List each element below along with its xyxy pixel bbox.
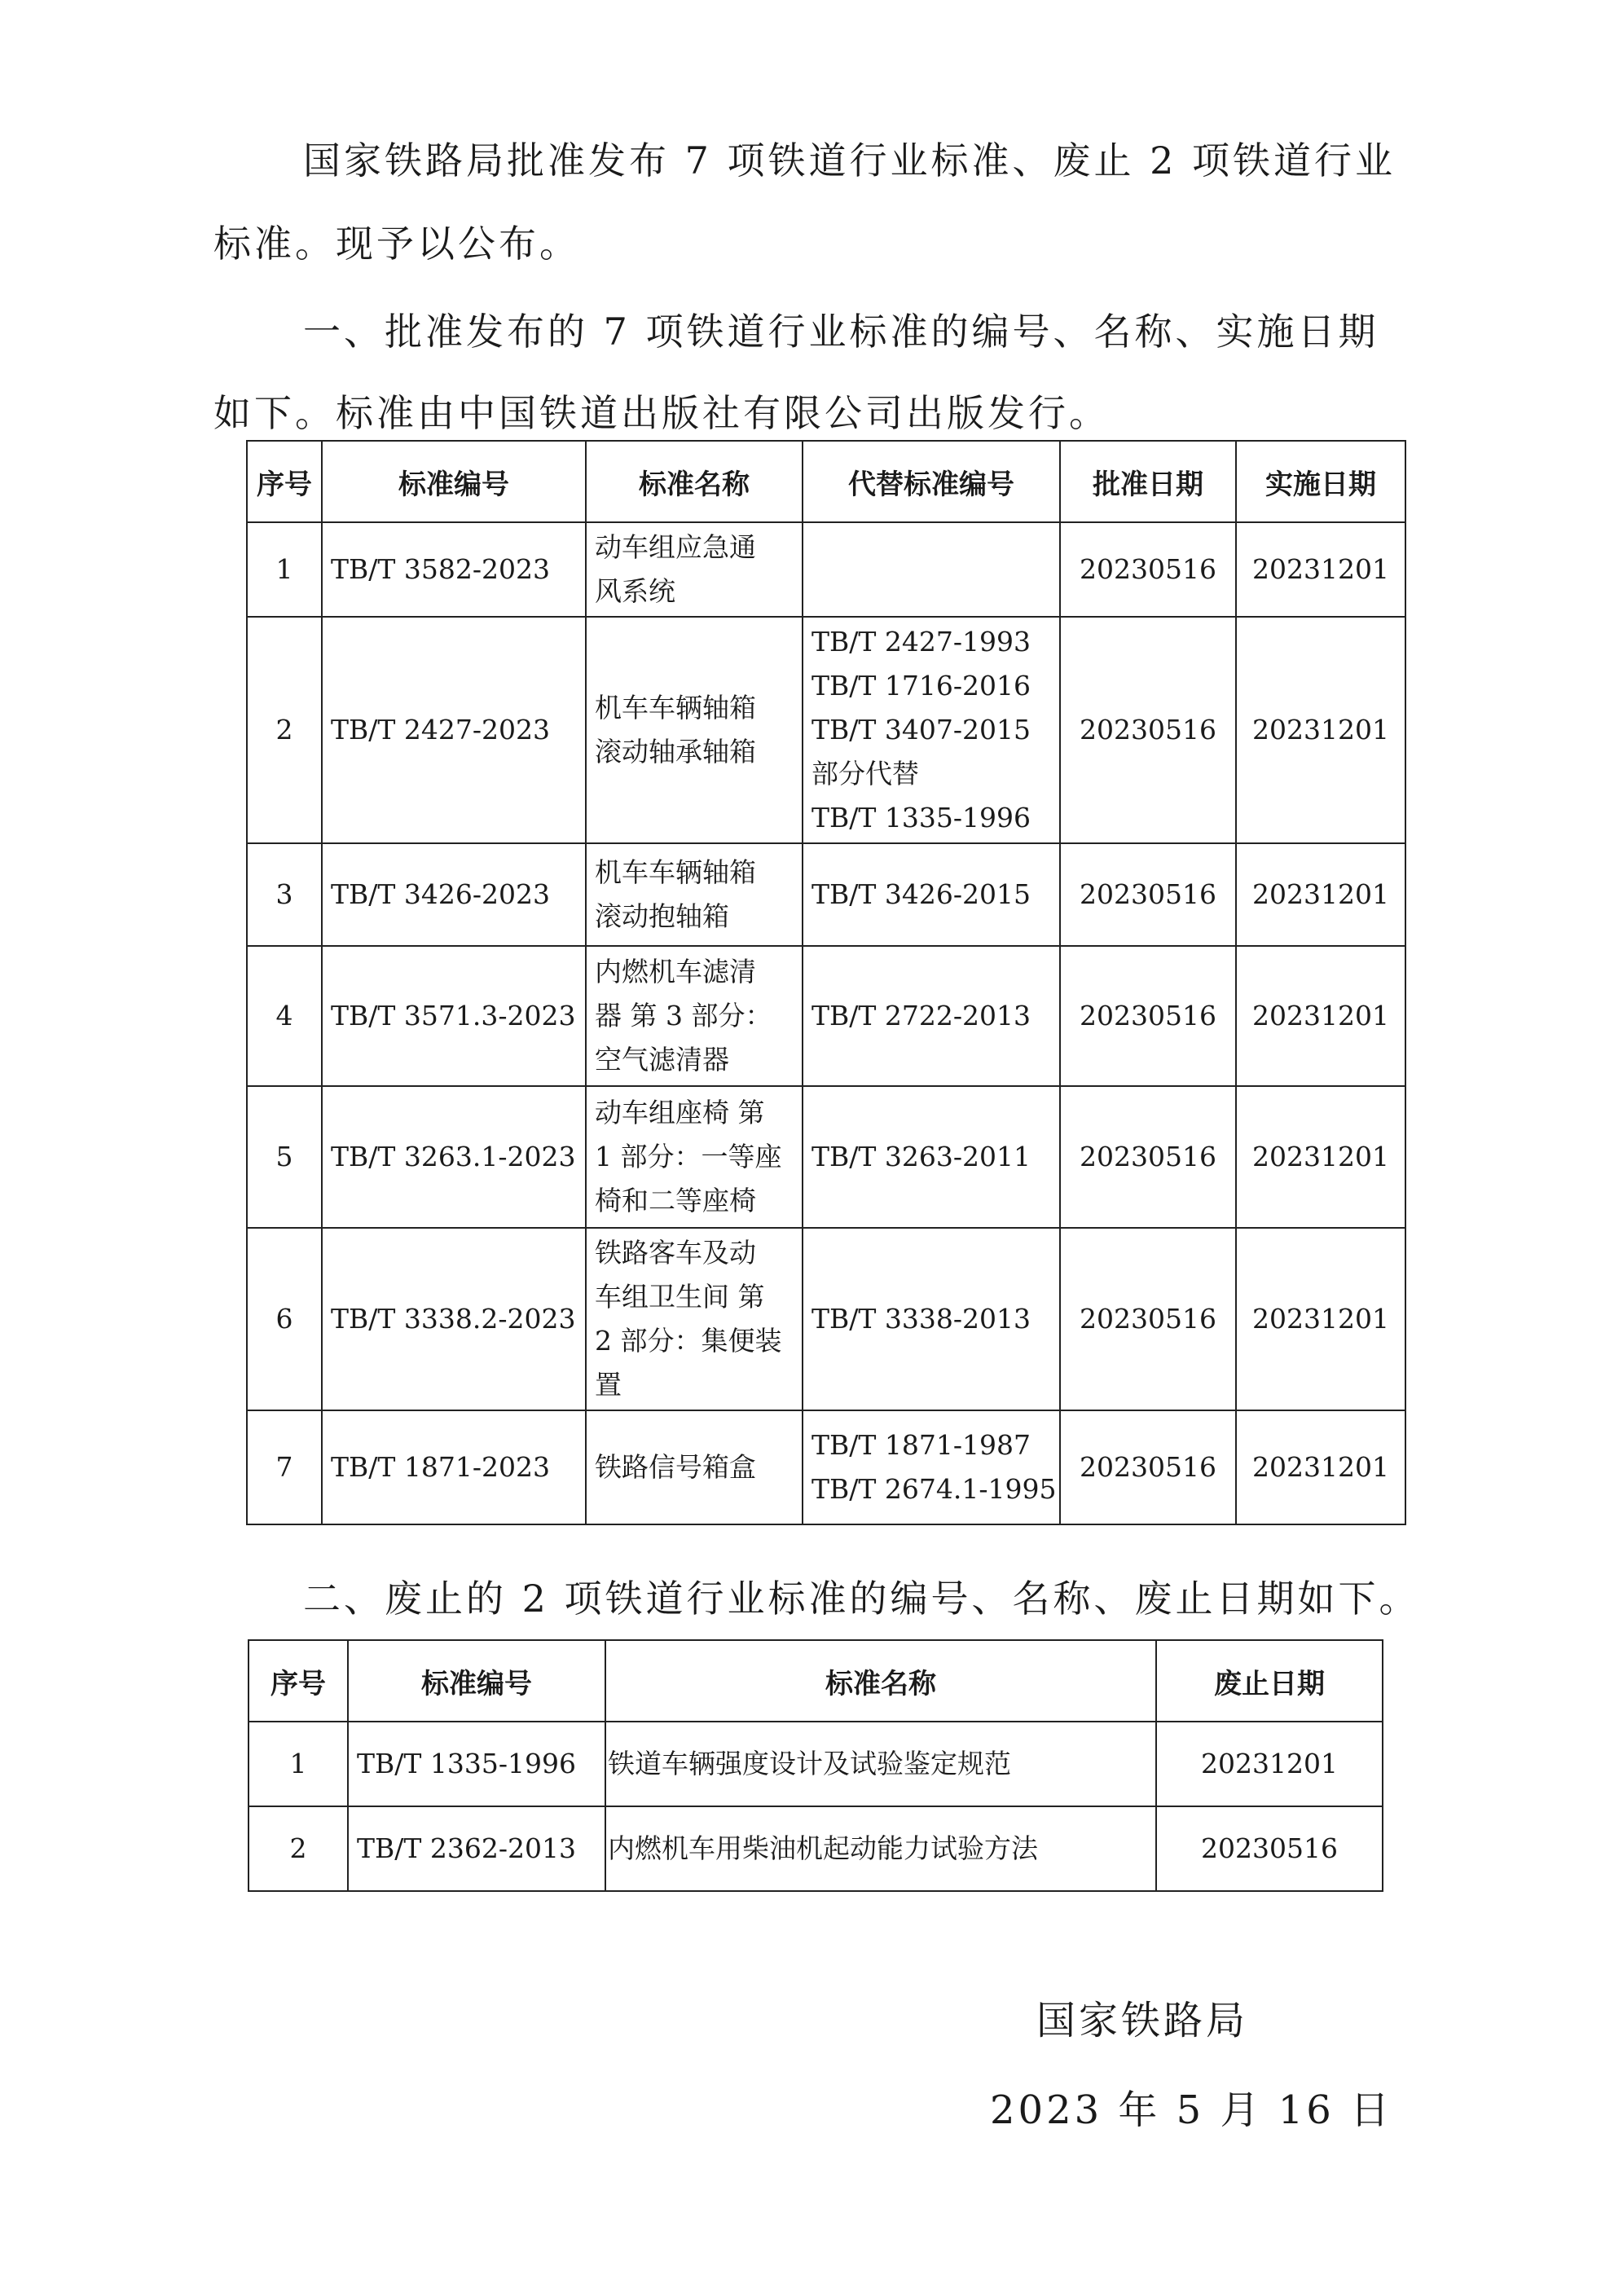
replaced-standard-line: TB/T 2722-2013 (812, 1000, 1031, 1031)
replaced-standard-line: TB/T 1335-1996 (812, 802, 1031, 834)
effective-date: 20231201 (1236, 617, 1405, 843)
table-row (249, 1806, 1383, 1891)
table-row (247, 946, 1405, 1086)
replaced-standard-line: TB/T 3426-2015 (812, 878, 1031, 910)
abolish-date: 20230516 (1156, 1806, 1383, 1891)
standard-name (586, 1086, 803, 1228)
standard-name-line: 2 部分：集便装 (595, 1325, 782, 1357)
standard-code: TB/T 3426-2023 (322, 843, 586, 946)
approval-date: 20230516 (1060, 1086, 1236, 1228)
row-number: 2 (249, 1806, 348, 1891)
row-number: 5 (247, 1086, 322, 1228)
approval-date: 20230516 (1060, 1228, 1236, 1410)
table-row (247, 617, 1405, 843)
standard-name (586, 1228, 803, 1410)
table1-header-row (247, 441, 1405, 522)
section1-line-2: 如下。标准由中国铁道出版社有限公司出版发行。 (213, 391, 1110, 435)
replaced-standards (803, 1228, 1060, 1410)
standard-name (586, 946, 803, 1086)
signature-org: 国家铁路局 (1036, 1998, 1249, 2043)
standard-code: TB/T 3582-2023 (322, 522, 586, 617)
standard-name-line: 铁路客车及动 (595, 1237, 756, 1269)
standard-name-line: 空气滤清器 (595, 1044, 729, 1075)
standard-code: TB/T 1335-1996 (348, 1722, 605, 1806)
table1-header: 实施日期 (1236, 441, 1405, 522)
replaced-standard-line: TB/T 2674.1-1995 (812, 1473, 1057, 1505)
replaced-standards (803, 1086, 1060, 1228)
replaced-standard-line: TB/T 2427-1993 (812, 626, 1031, 658)
standard-name (586, 617, 803, 843)
table1-header: 代替标准编号 (803, 441, 1060, 522)
table-row (247, 1228, 1405, 1410)
standard-name (586, 843, 803, 946)
standard-name-line: 滚动轴承轴箱 (595, 736, 756, 768)
effective-date: 20231201 (1236, 946, 1405, 1086)
signature-date: 2023 年 5 月 16 日 (990, 2087, 1393, 2133)
effective-date: 20231201 (1236, 1410, 1405, 1524)
standard-name-line: 机车车辆轴箱 (595, 692, 756, 724)
table2-header-row (249, 1640, 1383, 1722)
table1-header: 标准名称 (586, 441, 803, 522)
table-row (247, 843, 1405, 946)
table2-header: 序号 (249, 1640, 348, 1722)
table1-header: 批准日期 (1060, 441, 1236, 522)
standard-name-line: 滚动抱轴箱 (595, 900, 729, 932)
replaced-standard-line: TB/T 3407-2015 (812, 714, 1031, 746)
table-row (249, 1722, 1383, 1806)
row-number: 3 (247, 843, 322, 946)
row-number: 6 (247, 1228, 322, 1410)
row-number: 4 (247, 946, 322, 1086)
standard-name-line: 动车组应急通 (595, 531, 756, 563)
standards-approved-table (246, 440, 1406, 1525)
intro-line-2: 标准。现予以公布。 (213, 222, 580, 266)
replaced-standards (803, 946, 1060, 1086)
standard-code: TB/T 3338.2-2023 (322, 1228, 586, 1410)
table2-header: 标准编号 (348, 1640, 605, 1722)
replaced-standards (803, 843, 1060, 946)
standard-name-line: 机车车辆轴箱 (595, 856, 756, 888)
replaced-standard-line: 部分代替 (812, 758, 919, 790)
effective-date: 20231201 (1236, 522, 1405, 617)
standards-abolished-table (248, 1639, 1383, 1892)
standard-name (586, 1410, 803, 1524)
effective-date: 20231201 (1236, 1228, 1405, 1410)
standard-code: TB/T 3263.1-2023 (322, 1086, 586, 1228)
standard-name-line: 车组卫生间 第 (595, 1281, 765, 1313)
standard-name: 内燃机车用柴油机起动能力试验方法 (605, 1806, 1156, 1891)
table-row (247, 1086, 1405, 1228)
standard-code: TB/T 2427-2023 (322, 617, 586, 843)
replaced-standard-line: TB/T 3263-2011 (812, 1141, 1031, 1172)
replaced-standard-line: TB/T 3338-2013 (812, 1303, 1031, 1335)
row-number: 1 (249, 1722, 348, 1806)
table-row (247, 522, 1405, 617)
standard-name-line: 内燃机车滤清 (595, 956, 756, 987)
standard-code: TB/T 1871-2023 (322, 1410, 586, 1524)
row-number: 7 (247, 1410, 322, 1524)
effective-date: 20231201 (1236, 843, 1405, 946)
effective-date: 20231201 (1236, 1086, 1405, 1228)
replaced-standards (803, 617, 1060, 843)
standard-code: TB/T 3571.3-2023 (322, 946, 586, 1086)
intro-line-1: 国家铁路局批准发布 7 项铁道行业标准、废止 2 项铁道行业 (303, 139, 1396, 183)
standard-name-line: 动车组座椅 第 (595, 1097, 765, 1128)
replaced-standards (803, 1410, 1060, 1524)
standard-name-line: 铁路信号箱盒 (595, 1451, 756, 1483)
standard-code: TB/T 2362-2013 (348, 1806, 605, 1891)
table1-header: 标准编号 (322, 441, 586, 522)
table-row (247, 1410, 1405, 1524)
approval-date: 20230516 (1060, 843, 1236, 946)
replaced-standards (803, 522, 1060, 617)
table1-header: 序号 (247, 441, 322, 522)
standard-name (586, 522, 803, 617)
approval-date: 20230516 (1060, 522, 1236, 617)
standard-name-line: 1 部分：一等座 (595, 1141, 782, 1172)
standard-name: 铁道车辆强度设计及试验鉴定规范 (605, 1722, 1156, 1806)
standard-name-line: 器 第 3 部分： (595, 1000, 772, 1031)
table2-header: 标准名称 (605, 1640, 1156, 1722)
section2-line-1: 二、废止的 2 项铁道行业标准的编号、名称、废止日期如下。 (303, 1577, 1420, 1621)
replaced-standard-line: TB/T 1871-1987 (812, 1429, 1031, 1461)
table2-header: 废止日期 (1156, 1640, 1383, 1722)
section1-line-1: 一、批准发布的 7 项铁道行业标准的编号、名称、实施日期 (303, 310, 1379, 354)
abolish-date: 20231201 (1156, 1722, 1383, 1806)
row-number: 1 (247, 522, 322, 617)
approval-date: 20230516 (1060, 617, 1236, 843)
approval-date: 20230516 (1060, 1410, 1236, 1524)
approval-date: 20230516 (1060, 946, 1236, 1086)
standard-name-line: 风系统 (595, 575, 675, 607)
standard-name-line: 椅和二等座椅 (595, 1185, 756, 1216)
standard-name-line: 置 (595, 1369, 622, 1401)
row-number: 2 (247, 617, 322, 843)
replaced-standard-line: TB/T 1716-2016 (812, 670, 1031, 702)
